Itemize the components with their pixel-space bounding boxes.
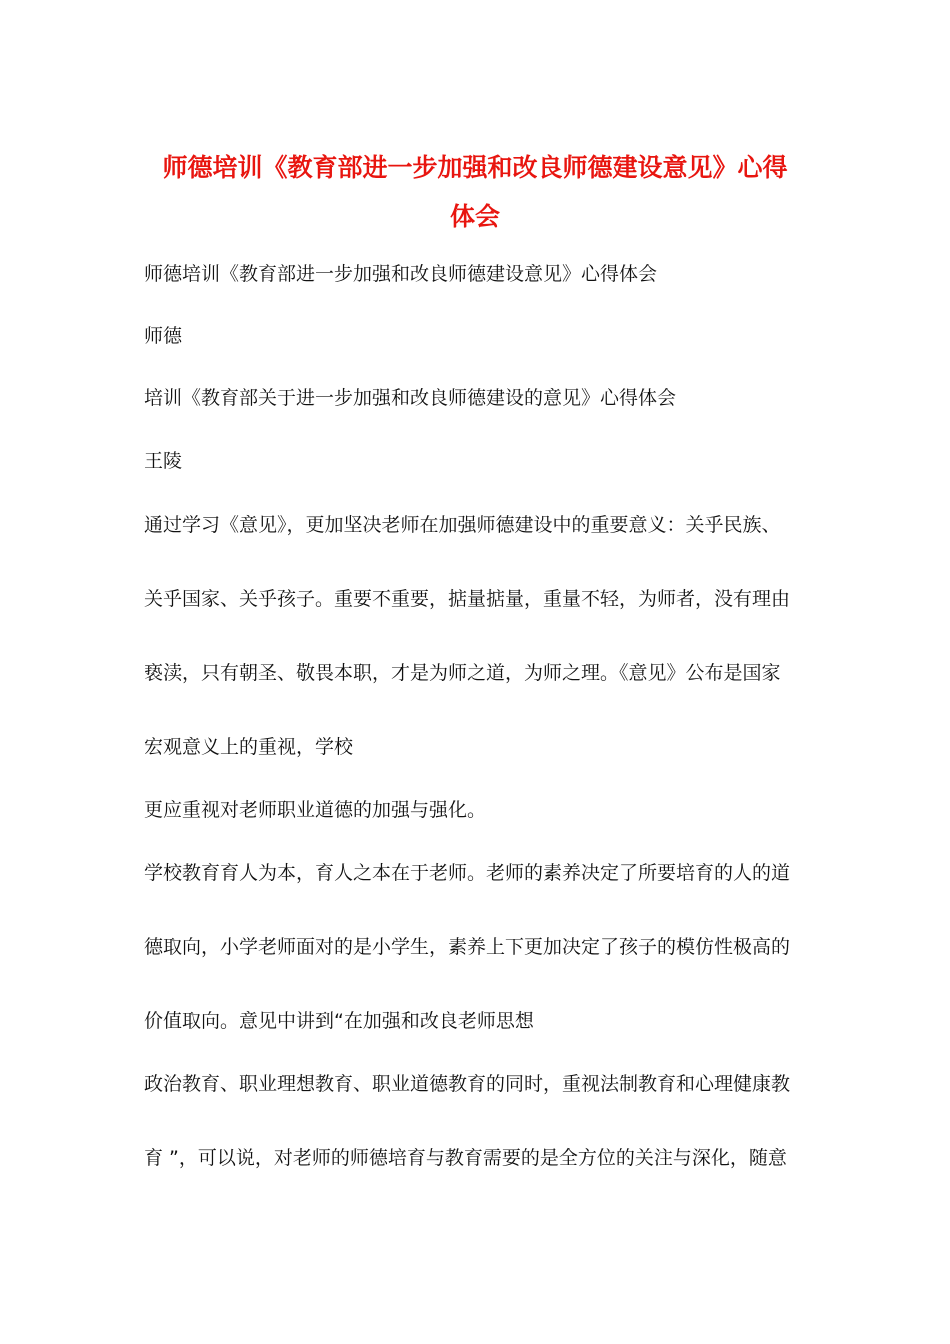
text-line: 培训《教育部关于进一步加强和改良师德建设的意见》心得体会: [144, 387, 677, 409]
author-line: 王陵: [144, 450, 183, 472]
body-line: 关乎国家、关乎孩子。重要不重要，掂量掂量，重量不轻，为师者，没有理由: [144, 588, 791, 610]
body-line: 政治教育、职业理想教育、职业道德教育的同时，重视法制教育和心理健康教: [144, 1073, 791, 1095]
body-line: 德取向，小学老师面对的是小学生，素养上下更加决定了孩子的模仿性极高的: [144, 936, 791, 958]
body-line: 更应重视对老师职业道德的加强与强化。: [144, 799, 487, 821]
body-line: 亵渎，只有朝圣、敬畏本职，才是为师之道，为师之理。《意见》公布是国家: [144, 662, 781, 684]
body-line: 宏观意义上的重视，学校: [144, 736, 354, 758]
document-title-line-1: 师德培训《教育部进一步加强和改良师德建设意见》心得: [162, 153, 788, 182]
body-line: 通过学习《意见》，更加坚决老师在加强师德建设中的重要意义：关乎民族、: [144, 514, 781, 536]
document-title-line-2: 体会: [449, 202, 500, 231]
body-line: 价值取向。意见中讲到“在加强和改良老师思想: [144, 1010, 534, 1032]
text-line: 师德: [144, 325, 183, 347]
subtitle-line: 师德培训《教育部进一步加强和改良师德建设意见》心得体会: [144, 263, 658, 285]
body-line: 学校教育育人为本，育人之本在于老师。老师的素养决定了所要培育的人的道: [144, 862, 791, 884]
body-line: 育 ”，可以说，对老师的师德培育与教育需要的是全方位的关注与深化，随意: [144, 1147, 787, 1169]
